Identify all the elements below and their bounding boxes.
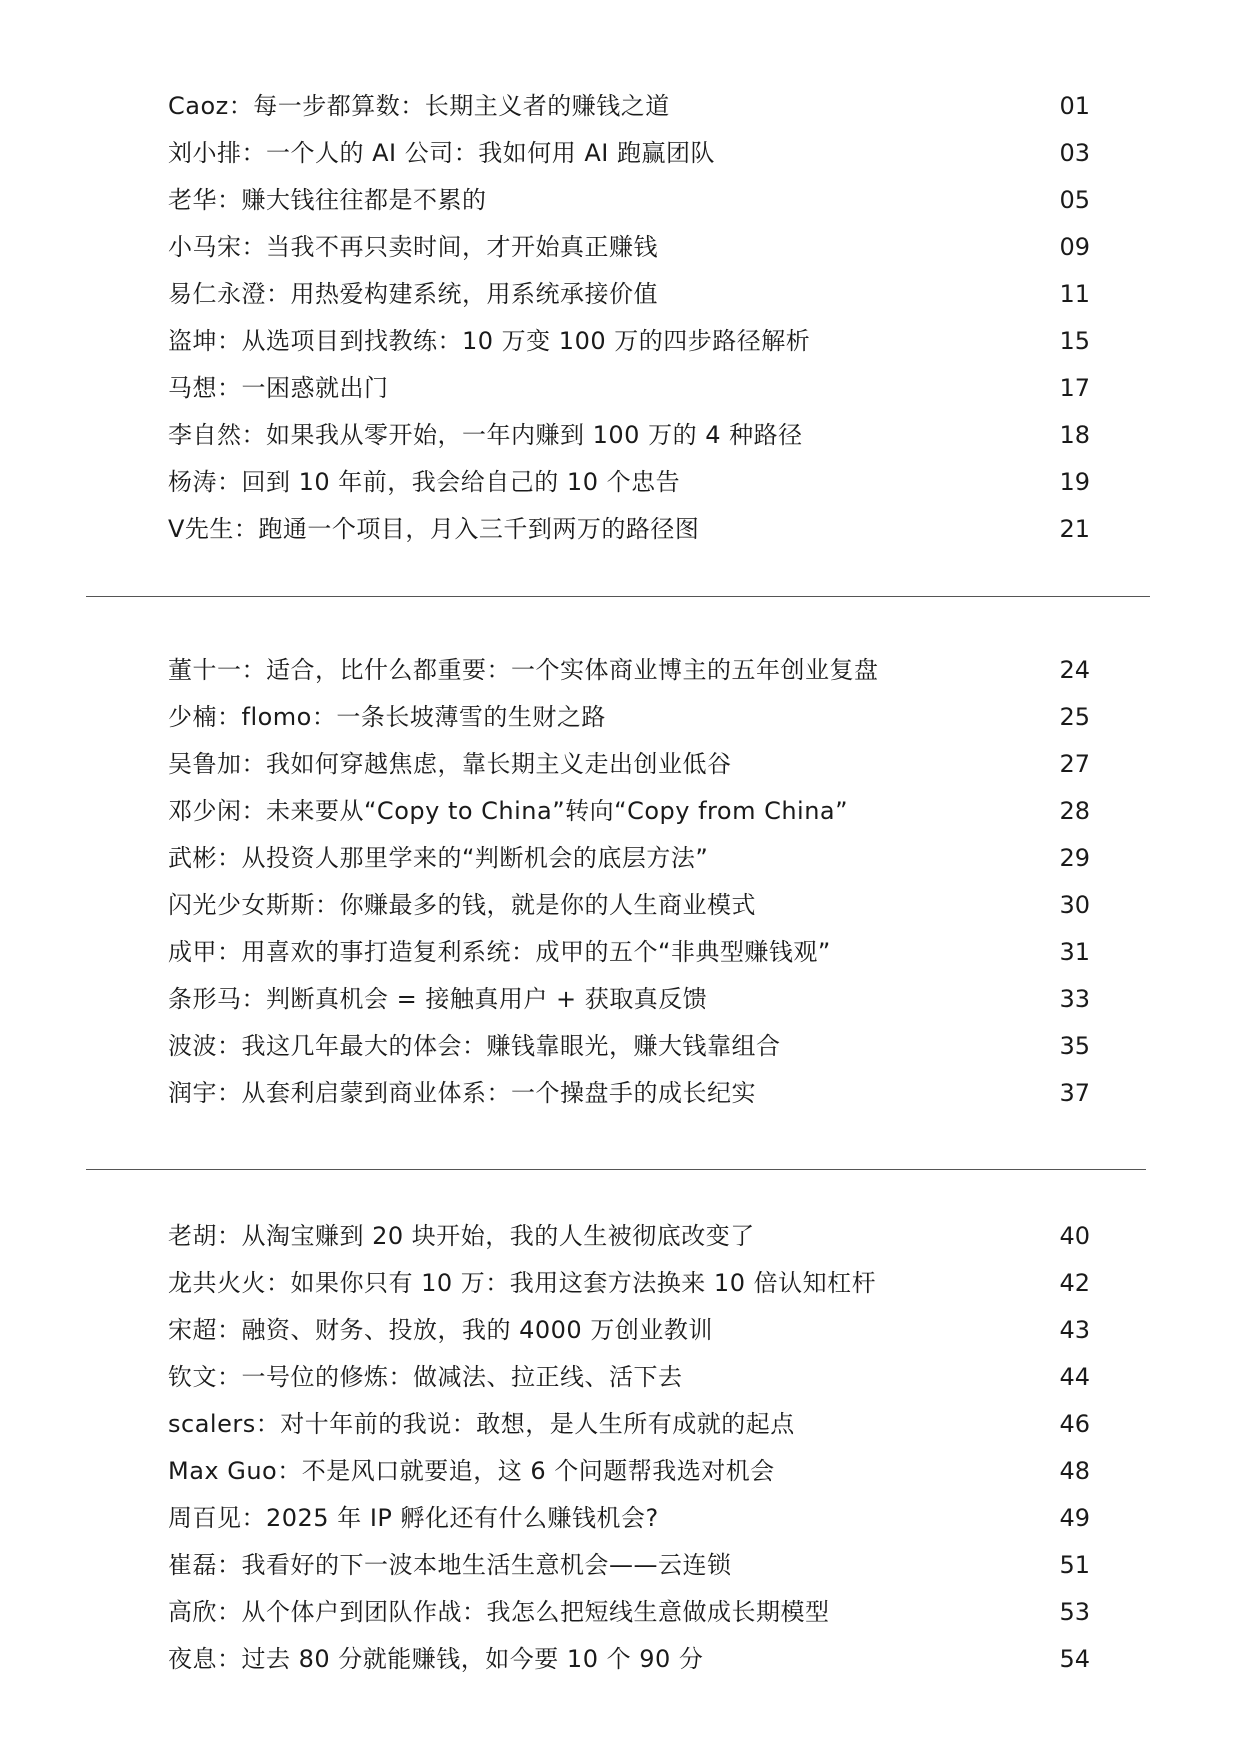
toc-entry-page: 28 [1059, 797, 1090, 825]
toc-entry-page: 17 [1059, 374, 1090, 402]
toc-entry-title: 盗坤：从选项目到找教练：10 万变 100 万的四步路径解析 [168, 327, 811, 355]
toc-entry[interactable] [0, 274, 1240, 314]
toc-entry-title: 宋超：融资、财务、投放，我的 4000 万创业教训 [168, 1316, 713, 1344]
toc-entry[interactable] [0, 1357, 1240, 1397]
toc-entry-title: 崔磊：我看好的下一波本地生活生意机会——云连锁 [168, 1551, 732, 1579]
toc-entry[interactable] [0, 1545, 1240, 1585]
toc-entry[interactable] [0, 838, 1240, 878]
toc-entry[interactable] [0, 133, 1240, 173]
toc-entry-title: 钦文：一号位的修炼：做减法、拉正线、活下去 [168, 1363, 683, 1391]
toc-entry-page: 42 [1059, 1269, 1090, 1297]
toc-entry-page: 49 [1059, 1504, 1090, 1532]
toc-entry-title: 杨涛：回到 10 年前，我会给自己的 10 个忠告 [168, 468, 681, 496]
toc-entry[interactable] [0, 1216, 1240, 1256]
toc-entry-title: 马想：一困惑就出门 [168, 374, 389, 402]
toc-entry[interactable] [0, 1498, 1240, 1538]
toc-entry-page: 09 [1059, 233, 1090, 261]
toc-entry-title: Max Guo：不是风口就要追，这 6 个问题帮我选对机会 [168, 1457, 775, 1485]
section-divider [86, 1169, 1146, 1170]
toc-entry[interactable] [0, 1263, 1240, 1303]
toc-entry-page: 21 [1059, 515, 1090, 543]
toc-entry-page: 43 [1059, 1316, 1090, 1344]
toc-entry-title: scalers：对十年前的我说：敢想，是人生所有成就的起点 [168, 1410, 795, 1438]
toc-entry-page: 46 [1059, 1410, 1090, 1438]
toc-entry[interactable] [0, 1639, 1240, 1679]
toc-entry-page: 35 [1059, 1032, 1090, 1060]
toc-entry-page: 37 [1059, 1079, 1090, 1107]
toc-entry-page: 11 [1059, 280, 1090, 308]
toc-entry[interactable] [0, 650, 1240, 690]
toc-entry-title: Caoz：每一步都算数：长期主义者的赚钱之道 [168, 92, 670, 120]
toc-entry[interactable] [0, 1451, 1240, 1491]
toc-entry-title: 吴鲁加：我如何穿越焦虑，靠长期主义走出创业低谷 [168, 750, 732, 778]
toc-entry-page: 48 [1059, 1457, 1090, 1485]
toc-entry[interactable] [0, 368, 1240, 408]
toc-entry-page: 30 [1059, 891, 1090, 919]
toc-entry-page: 19 [1059, 468, 1090, 496]
toc-entry-title: 条形马：判断真机会 = 接触真用户 + 获取真反馈 [168, 985, 708, 1013]
toc-entry-page: 03 [1059, 139, 1090, 167]
toc-entry-page: 40 [1059, 1222, 1090, 1250]
toc-entry-title: 李自然：如果我从零开始，一年内赚到 100 万的 4 种路径 [168, 421, 803, 449]
toc-entry[interactable] [0, 415, 1240, 455]
toc-entry-page: 29 [1059, 844, 1090, 872]
toc-entry-title: 成甲：用喜欢的事打造复利系统：成甲的五个“非典型赚钱观” [168, 938, 831, 966]
toc-entry[interactable] [0, 932, 1240, 972]
toc-entry[interactable] [0, 1310, 1240, 1350]
section-divider [86, 596, 1150, 597]
toc-entry-page: 33 [1059, 985, 1090, 1013]
toc-entry-title: 龙共火火：如果你只有 10 万：我用这套方法换来 10 倍认知杠杆 [168, 1269, 877, 1297]
toc-entry[interactable] [0, 227, 1240, 267]
toc-entry-page: 24 [1059, 656, 1090, 684]
toc-entry[interactable] [0, 1404, 1240, 1444]
toc-entry[interactable] [0, 86, 1240, 126]
toc-entry-title: 少楠：flomo：一条长坡薄雪的生财之路 [168, 703, 606, 731]
toc-entry-page: 54 [1059, 1645, 1090, 1673]
toc-entry-title: 董十一：适合，比什么都重要：一个实体商业博主的五年创业复盘 [168, 656, 879, 684]
toc-entry-title: 周百见：2025 年 IP 孵化还有什么赚钱机会? [168, 1504, 659, 1532]
toc-entry-page: 25 [1059, 703, 1090, 731]
toc-entry[interactable] [0, 180, 1240, 220]
toc-entry-title: 邓少闲：未来要从“Copy to China”转向“Copy from China” [168, 797, 849, 825]
toc-entry-title: 高欣：从个体户到团队作战：我怎么把短线生意做成长期模型 [168, 1598, 830, 1626]
toc-entry[interactable] [0, 1073, 1240, 1113]
toc-entry-page: 53 [1059, 1598, 1090, 1626]
toc-entry[interactable] [0, 509, 1240, 549]
toc-entry-title: 波波：我这几年最大的体会：赚钱靠眼光，赚大钱靠组合 [168, 1032, 781, 1060]
toc-entry-page: 01 [1059, 92, 1090, 120]
toc-entry[interactable] [0, 1592, 1240, 1632]
toc-entry-title: 小马宋：当我不再只卖时间，才开始真正赚钱 [168, 233, 658, 261]
toc-entry[interactable] [0, 979, 1240, 1019]
toc-entry-title: V先生：跑通一个项目，月入三千到两万的路径图 [168, 515, 700, 543]
toc-entry-page: 05 [1059, 186, 1090, 214]
toc-entry-title: 刘小排：一个人的 AI 公司：我如何用 AI 跑赢团队 [168, 139, 716, 167]
toc-entry-title: 易仁永澄：用热爱构建系统，用系统承接价值 [168, 280, 658, 308]
toc-entry[interactable] [0, 697, 1240, 737]
toc-entry-title: 夜息：过去 80 分就能赚钱，如今要 10 个 90 分 [168, 1645, 704, 1673]
toc-entry[interactable] [0, 791, 1240, 831]
toc-entry-page: 51 [1059, 1551, 1090, 1579]
toc-entry-title: 武彬：从投资人那里学来的“判断机会的底层方法” [168, 844, 709, 872]
toc-entry-title: 老华：赚大钱往往都是不累的 [168, 186, 487, 214]
toc-entry-title: 闪光少女斯斯：你赚最多的钱，就是你的人生商业模式 [168, 891, 756, 919]
toc-entry-title: 润宇：从套利启蒙到商业体系：一个操盘手的成长纪实 [168, 1079, 756, 1107]
toc-entry-title: 老胡：从淘宝赚到 20 块开始，我的人生被彻底改变了 [168, 1222, 755, 1250]
toc-entry[interactable] [0, 321, 1240, 361]
toc-entry-page: 44 [1059, 1363, 1090, 1391]
toc-entry[interactable] [0, 744, 1240, 784]
toc-entry-page: 18 [1059, 421, 1090, 449]
toc-entry-page: 31 [1059, 938, 1090, 966]
toc-entry[interactable] [0, 1026, 1240, 1066]
toc-entry[interactable] [0, 885, 1240, 925]
toc-entry[interactable] [0, 462, 1240, 502]
toc-entry-page: 27 [1059, 750, 1090, 778]
toc-entry-page: 15 [1059, 327, 1090, 355]
